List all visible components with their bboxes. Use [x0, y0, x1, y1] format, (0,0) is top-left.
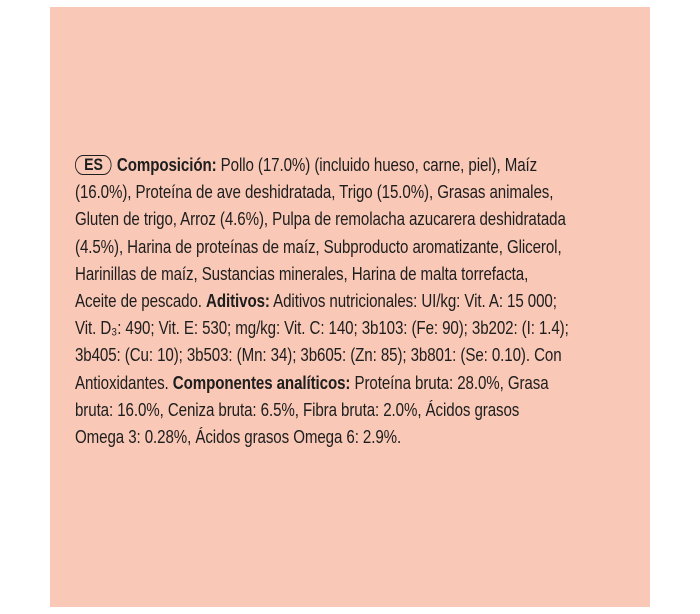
text-line [75, 342, 629, 369]
text-line [75, 397, 629, 424]
text-run: bruta: 16.0%, Ceniza bruta: 6.5%, Fibra bruta: 2.0%, Ácidos grasos [75, 399, 520, 420]
text-run: Vit. D₃: 490; Vit. E: 530; mg/kg: Vit. C: 140; 3b103: (Fe: 90); 3b202: (I: 1.4); [75, 318, 569, 339]
text-line [75, 424, 629, 451]
text-run: 3b405: (Cu: 10); 3b503: (Mn: 34); 3b605: (Zn: 85); 3b801: (Se: 0.10). Con [75, 345, 562, 366]
text-run: Omega 3: 0.28%, Ácidos grasos Omega 6: 2.9%. [75, 427, 402, 448]
text-run: Pollo (17.0%) (incluido hueso, carne, piel), Maíz [216, 155, 538, 175]
text-bold: Aditivos: [206, 291, 270, 312]
text-bold: Componentes analíticos: [172, 372, 351, 393]
text-run: Gluten de trigo, Arroz (4.6%), Pulpa de remolacha azucarera deshidratada [75, 209, 566, 230]
text-run: Antioxidantes. [75, 372, 173, 393]
text-line [75, 234, 629, 261]
text-line [75, 152, 629, 179]
text-bold: Composición: [116, 155, 217, 175]
text-line [75, 370, 629, 397]
text-run: (4.5%), Harina de proteínas de maíz, Subproducto aromatizante, Glicerol, [75, 236, 562, 257]
text-run: Aceite de pescado. [75, 291, 207, 312]
text-run: Proteína bruta: 28.0%, Grasa [350, 372, 549, 393]
composition-text [75, 152, 629, 451]
text-run: (16.0%), Proteína de ave deshidratada, Trigo (15.0%), Grasas animales, [75, 182, 554, 203]
text-line [75, 315, 629, 342]
text-line [75, 206, 629, 233]
text-line [75, 261, 629, 288]
text-line [75, 179, 629, 206]
text-run: Aditivos nutricionales: UI/kg: Vit. A: 15 000; [269, 291, 557, 312]
language-badge-es: ES [75, 155, 112, 175]
text-run: Harinillas de maíz, Sustancias minerales, Harina de malta torrefacta, [75, 263, 529, 284]
text-line [75, 288, 629, 315]
